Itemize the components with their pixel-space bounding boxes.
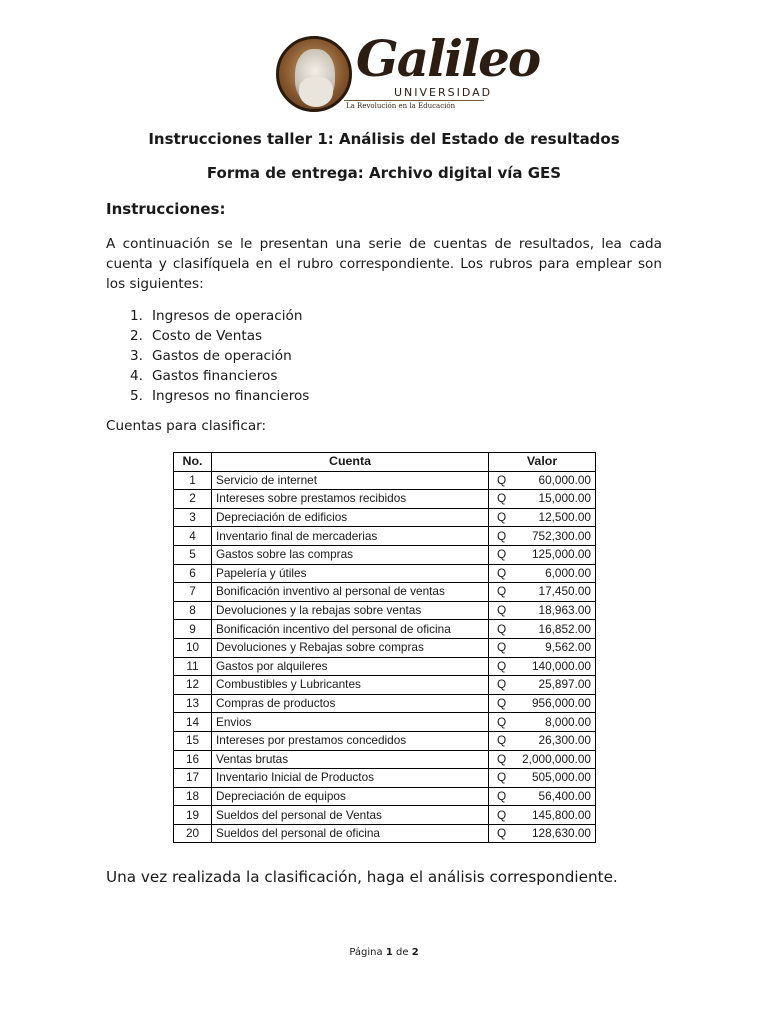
header-no: No. bbox=[174, 453, 212, 472]
cell-valor bbox=[489, 490, 596, 509]
currency-symbol: Q bbox=[497, 826, 507, 841]
table-row bbox=[174, 545, 596, 564]
rubro-label: Ingresos no financieros bbox=[152, 388, 310, 404]
cell-valor bbox=[489, 527, 596, 546]
table-row bbox=[174, 490, 596, 509]
currency-symbol: Q bbox=[497, 547, 507, 562]
cell-valor bbox=[489, 657, 596, 676]
cell-no: 4 bbox=[174, 527, 212, 546]
cell-cuenta: Depreciación de equipos bbox=[212, 787, 489, 806]
currency-symbol: Q bbox=[497, 770, 507, 785]
currency-symbol: Q bbox=[497, 658, 507, 673]
currency-symbol: Q bbox=[497, 472, 507, 487]
amount: 6,000.00 bbox=[545, 565, 591, 580]
currency-symbol: Q bbox=[497, 603, 507, 618]
cell-cuenta: Gastos sobre las compras bbox=[212, 545, 489, 564]
value-wrap bbox=[493, 751, 591, 768]
amount: 145,800.00 bbox=[531, 807, 591, 822]
cell-no: 3 bbox=[174, 508, 212, 527]
accounts-table bbox=[173, 452, 596, 843]
amount: 140,000.00 bbox=[531, 658, 591, 673]
table-row bbox=[174, 601, 596, 620]
cell-no: 19 bbox=[174, 806, 212, 825]
rubro-item bbox=[130, 326, 630, 346]
amount: 18,963.00 bbox=[538, 603, 591, 618]
cell-cuenta: Bonificación inventivo al personal de ventas bbox=[212, 583, 489, 602]
value-wrap bbox=[493, 490, 591, 507]
rubros-list bbox=[130, 306, 630, 406]
cell-cuenta: Intereses por prestamos concedidos bbox=[212, 731, 489, 750]
cell-cuenta: Sueldos del personal de Ventas bbox=[212, 806, 489, 825]
cell-no: 12 bbox=[174, 676, 212, 695]
rubro-label: Gastos financieros bbox=[152, 368, 278, 384]
table-row bbox=[174, 620, 596, 639]
cell-no: 16 bbox=[174, 750, 212, 769]
logo-divider bbox=[344, 100, 484, 101]
currency-symbol: Q bbox=[497, 584, 507, 599]
currency-symbol: Q bbox=[497, 696, 507, 711]
cell-no: 7 bbox=[174, 583, 212, 602]
cell-cuenta: Ventas brutas bbox=[212, 750, 489, 769]
amount: 128,630.00 bbox=[531, 826, 591, 841]
cell-no: 8 bbox=[174, 601, 212, 620]
cell-valor bbox=[489, 638, 596, 657]
accounts-table-body bbox=[174, 471, 596, 843]
cell-valor bbox=[489, 750, 596, 769]
table-row bbox=[174, 824, 596, 843]
rubro-number: 5. bbox=[130, 388, 143, 404]
cell-valor bbox=[489, 583, 596, 602]
cell-valor bbox=[489, 545, 596, 564]
header-cuenta: Cuenta bbox=[212, 453, 489, 472]
value-wrap bbox=[493, 472, 591, 489]
amount: 17,450.00 bbox=[538, 584, 591, 599]
amount: 25,897.00 bbox=[538, 677, 591, 692]
table-row bbox=[174, 676, 596, 695]
cell-valor bbox=[489, 694, 596, 713]
cell-cuenta: Intereses sobre prestamos recibidos bbox=[212, 490, 489, 509]
cell-no: 10 bbox=[174, 638, 212, 657]
currency-symbol: Q bbox=[497, 788, 507, 803]
currency-symbol: Q bbox=[497, 528, 507, 543]
rubro-label: Gastos de operación bbox=[152, 348, 292, 364]
cell-valor bbox=[489, 676, 596, 695]
cell-no: 9 bbox=[174, 620, 212, 639]
rubro-label: Costo de Ventas bbox=[152, 328, 263, 344]
cell-cuenta: Servicio de internet bbox=[212, 471, 489, 490]
rubro-number: 3. bbox=[130, 348, 143, 364]
value-wrap bbox=[493, 825, 591, 842]
cell-valor bbox=[489, 620, 596, 639]
rubro-number: 1. bbox=[130, 308, 143, 324]
cell-no: 18 bbox=[174, 787, 212, 806]
cell-no: 14 bbox=[174, 713, 212, 732]
value-wrap bbox=[493, 769, 591, 786]
logo-tagline: La Revolución en la Educación bbox=[346, 102, 456, 110]
cell-cuenta: Compras de productos bbox=[212, 694, 489, 713]
rubro-item bbox=[130, 346, 630, 366]
cell-valor bbox=[489, 508, 596, 527]
currency-symbol: Q bbox=[497, 751, 507, 766]
cell-no: 20 bbox=[174, 824, 212, 843]
cell-cuenta: Gastos por alquileres bbox=[212, 657, 489, 676]
footer-of-word: de bbox=[396, 947, 409, 958]
rubro-number: 4. bbox=[130, 368, 143, 384]
currency-symbol: Q bbox=[497, 491, 507, 506]
footer-current-page: 1 bbox=[385, 947, 393, 958]
cell-cuenta: Devoluciones y la rebajas sobre ventas bbox=[212, 601, 489, 620]
cell-valor bbox=[489, 601, 596, 620]
intro-paragraph: A continuación se le presentan una serie de cuentas de resultados, lea cada cuenta y clasifíquela en el rubro correspondiente. Los rubros para emplear son los siguientes: bbox=[106, 236, 662, 292]
cell-cuenta: Inventario final de mercaderias bbox=[212, 527, 489, 546]
value-wrap bbox=[493, 583, 591, 600]
table-intro: Cuentas para clasificar: bbox=[106, 418, 267, 434]
currency-symbol: Q bbox=[497, 677, 507, 692]
table-row bbox=[174, 769, 596, 788]
amount: 26,300.00 bbox=[538, 733, 591, 748]
table-row bbox=[174, 471, 596, 490]
logo-wordmark: Galileo bbox=[356, 29, 540, 88]
galileo-logo bbox=[276, 29, 540, 112]
section-heading: Instrucciones: bbox=[106, 200, 226, 218]
table-row bbox=[174, 713, 596, 732]
document-title: Instrucciones taller 1: Análisis del Estado de resultados bbox=[148, 130, 620, 148]
cell-valor bbox=[489, 806, 596, 825]
currency-symbol: Q bbox=[497, 714, 507, 729]
table-header-row bbox=[174, 453, 596, 472]
cell-cuenta: Devoluciones y Rebajas sobre compras bbox=[212, 638, 489, 657]
cell-cuenta: Sueldos del personal de oficina bbox=[212, 824, 489, 843]
cell-no: 1 bbox=[174, 471, 212, 490]
rubro-item bbox=[130, 306, 630, 326]
amount: 505,000.00 bbox=[531, 770, 591, 785]
cell-cuenta: Depreciación de edificios bbox=[212, 508, 489, 527]
cell-no: 13 bbox=[174, 694, 212, 713]
value-wrap bbox=[493, 602, 591, 619]
value-wrap bbox=[493, 546, 591, 563]
amount: 2,000,000.00 bbox=[522, 751, 591, 766]
cell-cuenta: Envios bbox=[212, 713, 489, 732]
table-row bbox=[174, 583, 596, 602]
value-wrap bbox=[493, 676, 591, 693]
table-row bbox=[174, 638, 596, 657]
cell-valor bbox=[489, 787, 596, 806]
value-wrap bbox=[493, 788, 591, 805]
rubro-item bbox=[130, 386, 630, 406]
closing-instruction: Una vez realizada la clasificación, haga el análisis correspondiente. bbox=[106, 868, 618, 886]
cell-valor bbox=[489, 769, 596, 788]
cell-valor bbox=[489, 824, 596, 843]
value-wrap bbox=[493, 621, 591, 638]
cell-cuenta: Inventario Inicial de Productos bbox=[212, 769, 489, 788]
currency-symbol: Q bbox=[497, 510, 507, 525]
value-wrap bbox=[493, 714, 591, 731]
cell-cuenta: Bonificación incentivo del personal de oficina bbox=[212, 620, 489, 639]
table-row bbox=[174, 806, 596, 825]
value-wrap bbox=[493, 807, 591, 824]
cell-valor bbox=[489, 713, 596, 732]
cell-no: 5 bbox=[174, 545, 212, 564]
currency-symbol: Q bbox=[497, 807, 507, 822]
currency-symbol: Q bbox=[497, 621, 507, 636]
cell-no: 11 bbox=[174, 657, 212, 676]
footer-page-word: Página bbox=[349, 947, 383, 958]
table-row bbox=[174, 694, 596, 713]
cell-no: 17 bbox=[174, 769, 212, 788]
cell-valor bbox=[489, 731, 596, 750]
rubro-item bbox=[130, 366, 630, 386]
table-row bbox=[174, 527, 596, 546]
amount: 9,562.00 bbox=[545, 640, 591, 655]
footer-total-pages: 2 bbox=[411, 947, 419, 958]
cell-cuenta: Papelería y útiles bbox=[212, 564, 489, 583]
amount: 56,400.00 bbox=[538, 788, 591, 803]
table-row bbox=[174, 750, 596, 769]
value-wrap bbox=[493, 528, 591, 545]
cell-no: 15 bbox=[174, 731, 212, 750]
amount: 15,000.00 bbox=[538, 491, 591, 506]
amount: 8,000.00 bbox=[545, 714, 591, 729]
table-row bbox=[174, 787, 596, 806]
value-wrap bbox=[493, 695, 591, 712]
value-wrap bbox=[493, 509, 591, 526]
cell-no: 6 bbox=[174, 564, 212, 583]
table-row bbox=[174, 508, 596, 527]
header-valor: Valor bbox=[489, 453, 596, 472]
cell-cuenta: Combustibles y Lubricantes bbox=[212, 676, 489, 695]
table-row bbox=[174, 657, 596, 676]
value-wrap bbox=[493, 658, 591, 675]
value-wrap bbox=[493, 639, 591, 656]
cell-no: 2 bbox=[174, 490, 212, 509]
value-wrap bbox=[493, 565, 591, 582]
rubro-label: Ingresos de operación bbox=[152, 308, 303, 324]
amount: 12,500.00 bbox=[538, 510, 591, 525]
page-footer bbox=[0, 947, 768, 958]
table-row bbox=[174, 731, 596, 750]
currency-symbol: Q bbox=[497, 733, 507, 748]
logo-subtitle: UNIVERSIDAD bbox=[394, 86, 493, 99]
delivery-method: Forma de entrega: Archivo digital vía GES bbox=[206, 164, 562, 182]
rubro-number: 2. bbox=[130, 328, 143, 344]
amount: 752,300.00 bbox=[531, 528, 591, 543]
amount: 956,000.00 bbox=[531, 696, 591, 711]
amount: 125,000.00 bbox=[531, 547, 591, 562]
value-wrap bbox=[493, 732, 591, 749]
galileo-portrait-seal-icon bbox=[276, 36, 352, 112]
amount: 16,852.00 bbox=[538, 621, 591, 636]
amount: 60,000.00 bbox=[538, 472, 591, 487]
cell-valor bbox=[489, 471, 596, 490]
cell-valor bbox=[489, 564, 596, 583]
table-row bbox=[174, 564, 596, 583]
currency-symbol: Q bbox=[497, 565, 507, 580]
currency-symbol: Q bbox=[497, 640, 507, 655]
